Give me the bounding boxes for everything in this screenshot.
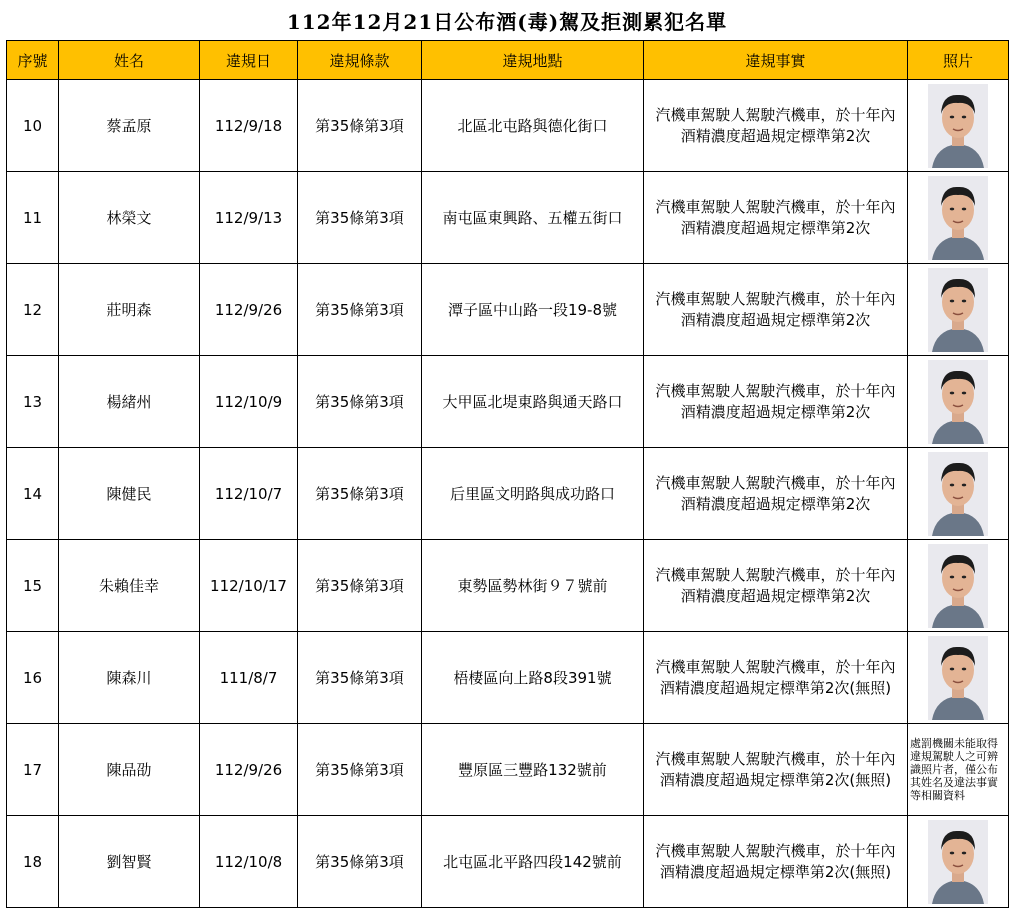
seq-cell: 14: [7, 448, 59, 540]
article-cell: 第35條第3項: [298, 80, 422, 172]
location-cell: 后里區文明路與成功路口: [422, 448, 644, 540]
location-cell: 大甲區北堤東路與通天路口: [422, 356, 644, 448]
fact-cell: [644, 540, 908, 632]
table-body: [7, 80, 1009, 908]
table-row: [7, 448, 1009, 540]
article-cell: 第35條第3項: [298, 632, 422, 724]
seq-cell: 10: [7, 80, 59, 172]
portrait-photo: [928, 452, 988, 536]
photo-cell: [908, 80, 1009, 172]
fact-line: 酒精濃度超過規定標準第2次: [680, 126, 871, 145]
article-cell: 第35條第3項: [298, 172, 422, 264]
fact-line: 汽機車駕駛人駕駛汽機車，於十年內: [655, 841, 896, 860]
fact-line: 汽機車駕駛人駕駛汽機車，於十年內: [655, 289, 896, 308]
table-row: [7, 264, 1009, 356]
name-cell: 朱賴佳幸: [59, 540, 200, 632]
name-cell: 莊明森: [59, 264, 200, 356]
seq-cell: 12: [7, 264, 59, 356]
name-cell: 陳健民: [59, 448, 200, 540]
fact-line: 汽機車駕駛人駕駛汽機車，於十年內: [655, 749, 896, 768]
date-cell: 112/9/18: [200, 80, 298, 172]
offender-table: [6, 40, 1009, 908]
fact-line: 酒精濃度超過規定標準第2次(無照): [659, 770, 892, 789]
header-location: 違規地點: [422, 41, 644, 80]
location-cell: 北區北屯路與德化街口: [422, 80, 644, 172]
location-cell: 南屯區東興路、五權五街口: [422, 172, 644, 264]
fact-line: 汽機車駕駛人駕駛汽機車，於十年內: [655, 473, 896, 492]
location-cell: 潭子區中山路一段19-8號: [422, 264, 644, 356]
fact-line: 汽機車駕駛人駕駛汽機車，於十年內: [655, 565, 896, 584]
table-row: [7, 724, 1009, 816]
page-title: 112年12月21日公布酒(毒)駕及拒測累犯名單: [286, 10, 728, 34]
name-cell: 劉智賢: [59, 816, 200, 908]
photo-cell: [908, 172, 1009, 264]
article-cell: 第35條第3項: [298, 448, 422, 540]
fact-line: 汽機車駕駛人駕駛汽機車，於十年內: [655, 105, 896, 124]
table-header-row: [7, 41, 1009, 80]
portrait-photo: [928, 544, 988, 628]
seq-cell: 15: [7, 540, 59, 632]
photo-cell: [908, 724, 1009, 816]
seq-cell: 11: [7, 172, 59, 264]
portrait-photo: [928, 820, 988, 904]
fact-line: 汽機車駕駛人駕駛汽機車，於十年內: [655, 657, 896, 676]
table-row: [7, 816, 1009, 908]
seq-cell: 17: [7, 724, 59, 816]
location-cell: 北屯區北平路四段142號前: [422, 816, 644, 908]
portrait-photo: [928, 84, 988, 168]
fact-cell: [644, 172, 908, 264]
table-row: [7, 632, 1009, 724]
header-date: 違規日: [200, 41, 298, 80]
article-cell: 第35條第3項: [298, 264, 422, 356]
fact-line: 酒精濃度超過規定標準第2次: [680, 402, 871, 421]
portrait-photo: [928, 360, 988, 444]
table-row: [7, 80, 1009, 172]
table-row: [7, 540, 1009, 632]
fact-cell: [644, 80, 908, 172]
fact-line: 酒精濃度超過規定標準第2次(無照): [659, 678, 892, 697]
portrait-photo: [928, 176, 988, 260]
photo-cell: [908, 264, 1009, 356]
name-cell: 陳森川: [59, 632, 200, 724]
fact-line: 汽機車駕駛人駕駛汽機車，於十年內: [655, 197, 896, 216]
fact-cell: [644, 264, 908, 356]
fact-line: 酒精濃度超過規定標準第2次: [680, 218, 871, 237]
photo-cell: [908, 816, 1009, 908]
table-row: [7, 172, 1009, 264]
fact-line: 酒精濃度超過規定標準第2次: [680, 494, 871, 513]
fact-cell: [644, 356, 908, 448]
photo-cell: [908, 356, 1009, 448]
date-cell: 112/10/8: [200, 816, 298, 908]
date-cell: 111/8/7: [200, 632, 298, 724]
location-cell: 梧棲區向上路8段391號: [422, 632, 644, 724]
article-cell: 第35條第3項: [298, 816, 422, 908]
portrait-photo: [928, 268, 988, 352]
name-cell: 楊緒州: [59, 356, 200, 448]
fact-line: 酒精濃度超過規定標準第2次: [680, 310, 871, 329]
name-cell: 陳品劭: [59, 724, 200, 816]
photo-cell: [908, 632, 1009, 724]
date-cell: 112/10/7: [200, 448, 298, 540]
location-cell: 豐原區三豐路132號前: [422, 724, 644, 816]
date-cell: 112/9/26: [200, 724, 298, 816]
fact-line: 酒精濃度超過規定標準第2次: [680, 586, 871, 605]
seq-cell: 13: [7, 356, 59, 448]
location-cell: 東勢區勢林街９７號前: [422, 540, 644, 632]
portrait-photo: [928, 636, 988, 720]
name-cell: 蔡孟原: [59, 80, 200, 172]
fact-cell: [644, 448, 908, 540]
article-cell: 第35條第3項: [298, 356, 422, 448]
header-fact: 違規事實: [644, 41, 908, 80]
table-row: [7, 356, 1009, 448]
photo-cell: [908, 448, 1009, 540]
seq-cell: 16: [7, 632, 59, 724]
date-cell: 112/9/13: [200, 172, 298, 264]
header-photo: 照片: [908, 41, 1009, 80]
article-cell: 第35條第3項: [298, 540, 422, 632]
fact-line: 汽機車駕駛人駕駛汽機車，於十年內: [655, 381, 896, 400]
date-cell: 112/9/26: [200, 264, 298, 356]
fact-cell: [644, 816, 908, 908]
date-cell: 112/10/9: [200, 356, 298, 448]
seq-cell: 18: [7, 816, 59, 908]
header-name: 姓名: [59, 41, 200, 80]
fact-cell: [644, 632, 908, 724]
header-seq: 序號: [7, 41, 59, 80]
photo-cell: [908, 540, 1009, 632]
header-article: 違規條款: [298, 41, 422, 80]
date-cell: 112/10/17: [200, 540, 298, 632]
name-cell: 林榮文: [59, 172, 200, 264]
article-cell: 第35條第3項: [298, 724, 422, 816]
fact-line: 酒精濃度超過規定標準第2次(無照): [659, 862, 892, 881]
fact-cell: [644, 724, 908, 816]
photo-note: 處罰機關未能取得違規駕駛人之可辨識照片者，僅公布 其姓名及違法事實等相關資料: [910, 737, 998, 802]
